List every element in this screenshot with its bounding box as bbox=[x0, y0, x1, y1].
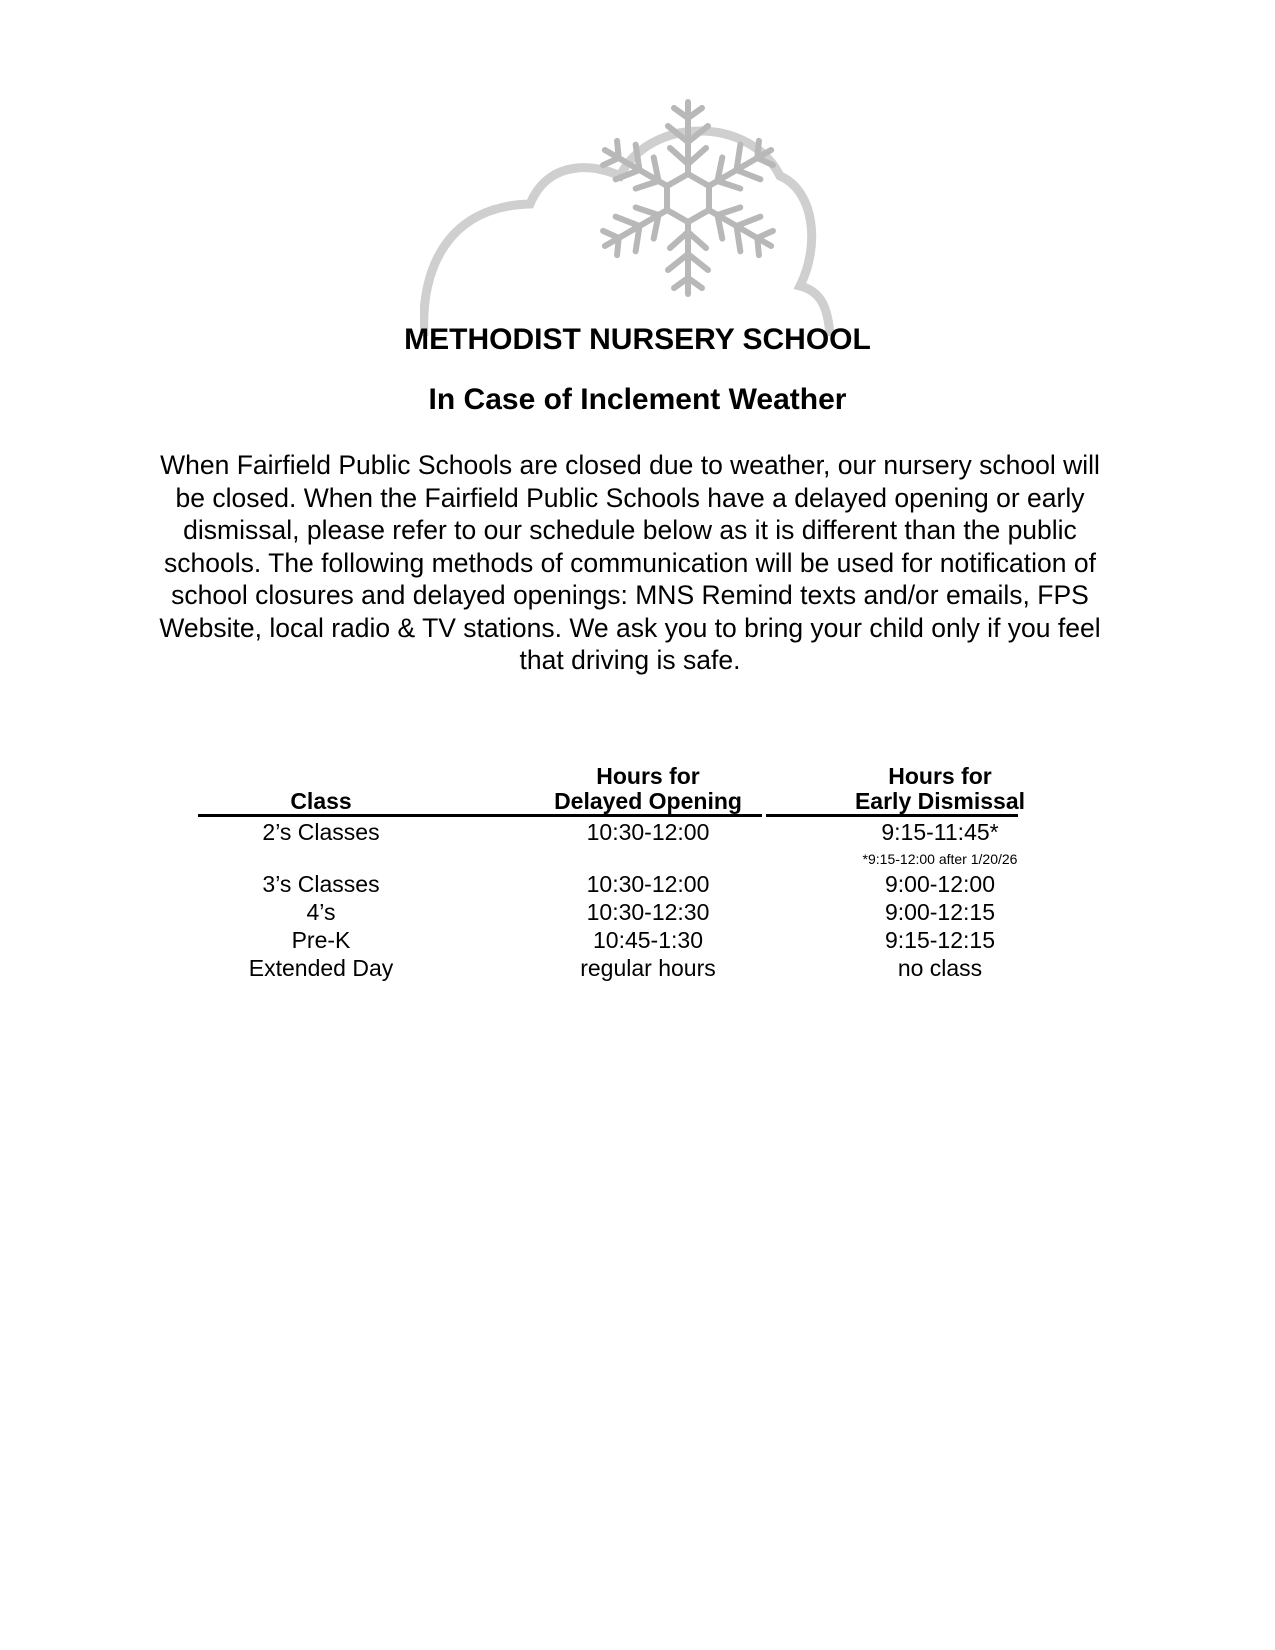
row-early: 9:15-12:15 bbox=[885, 927, 995, 953]
header-class bbox=[206, 789, 436, 814]
table-row bbox=[206, 926, 1066, 954]
row-class: Extended Day bbox=[248, 955, 394, 981]
row-delayed: 10:30-12:00 bbox=[586, 819, 710, 845]
row-class: 4’s bbox=[306, 899, 336, 925]
header-early-dismissal bbox=[820, 764, 1060, 814]
header-delayed-line1: Hours for bbox=[596, 763, 700, 789]
snowflake-cloud-icon bbox=[420, 96, 840, 336]
row-delayed: 10:30-12:00 bbox=[586, 871, 710, 897]
header-delayed-opening bbox=[518, 764, 778, 814]
row-class: Pre-K bbox=[291, 927, 351, 953]
row-class: 2’s Classes bbox=[262, 819, 380, 845]
header-early-line2: Early Dismissal bbox=[854, 788, 1026, 814]
header-rule-left bbox=[198, 814, 762, 817]
row-delayed: regular hours bbox=[580, 955, 716, 981]
footnote-row bbox=[206, 846, 1066, 870]
header-delayed-line2: Delayed Opening bbox=[554, 788, 742, 814]
row-early: 9:00-12:15 bbox=[885, 899, 995, 925]
table-row bbox=[206, 870, 1066, 898]
table-row bbox=[206, 818, 1066, 846]
school-name-title: METHODIST NURSERY SCHOOL bbox=[404, 323, 871, 356]
header-early-line1: Hours for bbox=[888, 763, 992, 789]
row-early: 9:00-12:00 bbox=[885, 871, 995, 897]
row-delayed: 10:45-1:30 bbox=[593, 927, 703, 953]
schedule-rows bbox=[206, 818, 1066, 982]
row-early: no class bbox=[897, 955, 983, 981]
early-dismissal-footnote: *9:15-12:00 after 1/20/26 bbox=[862, 851, 1018, 867]
schedule-header-row bbox=[206, 760, 1066, 814]
table-row bbox=[206, 954, 1066, 982]
row-class: 3’s Classes bbox=[262, 871, 380, 897]
notice-body: When Fairfield Public Schools are closed due to weather, our nursery school will be closed. When the Fairfield Public Schools have a delayed opening or early dismissal, please refer to our schedule below as it is different than the public schools. The following methods of communication will be used for notification of school closures and delayed openings: MNS Remind texts and/or emails, FPS Website, local radio & TV stations. We ask you to bring your child only if you feel that driving is safe. bbox=[159, 450, 1101, 675]
notice-subtitle: In Case of Inclement Weather bbox=[428, 383, 847, 416]
header-rule-right bbox=[766, 814, 1018, 817]
schedule-table bbox=[206, 760, 1066, 981]
row-delayed: 10:30-12:30 bbox=[586, 899, 710, 925]
table-row bbox=[206, 898, 1066, 926]
header-class-label: Class bbox=[290, 788, 352, 814]
row-early: 9:15-11:45* bbox=[881, 819, 999, 845]
